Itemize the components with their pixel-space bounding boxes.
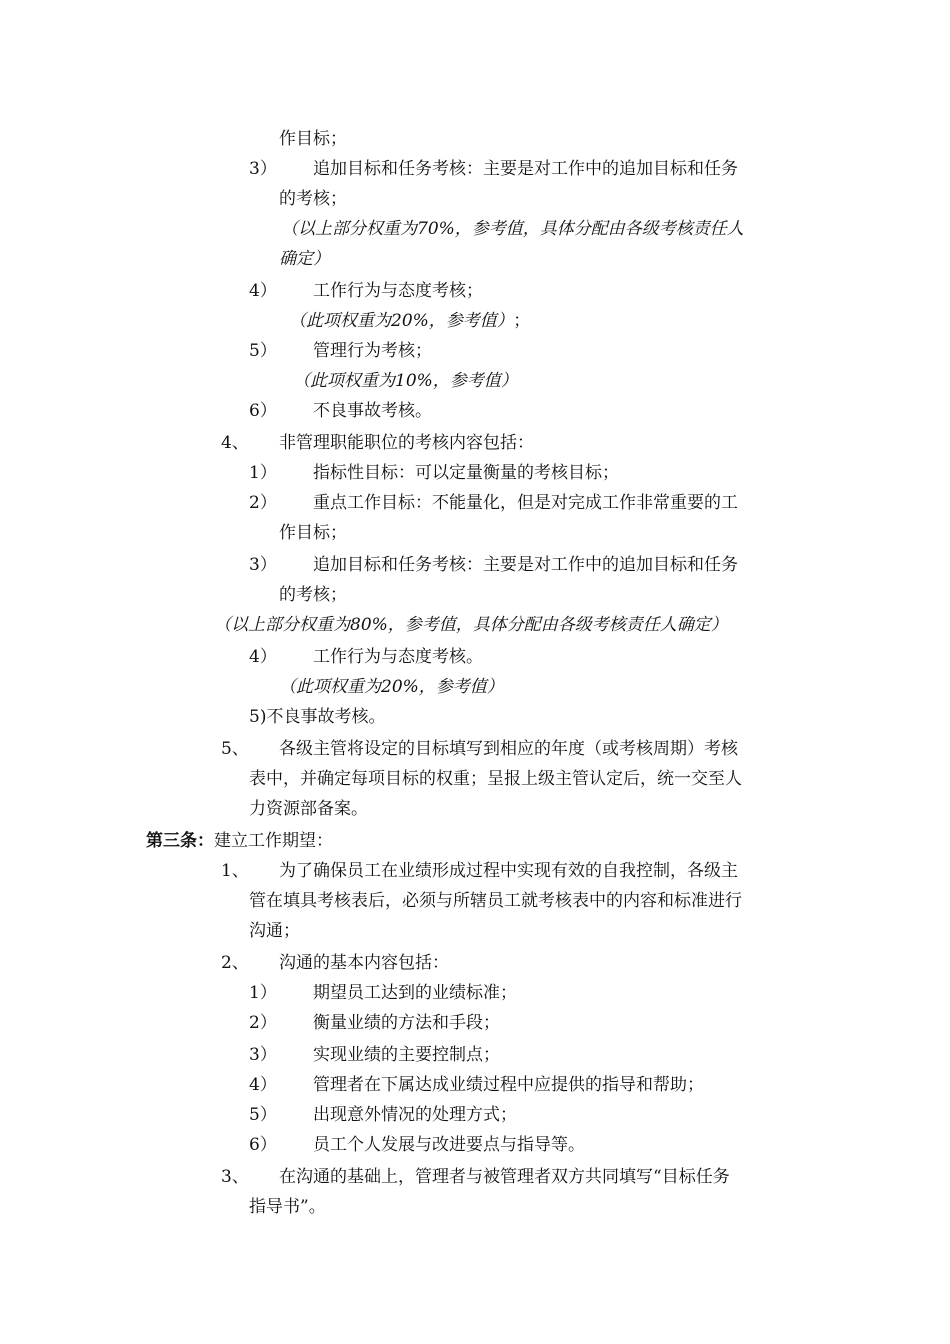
text-line: 作目标； xyxy=(279,523,347,543)
weight-note: （此项权重为20%，参考值） xyxy=(279,677,504,697)
section-item xyxy=(221,734,738,764)
list-item-text: 非管理职能职位的考核内容包括： xyxy=(279,433,534,453)
text-line: 管在填具考核表后，必须与所辖员工就考核表中的内容和标准进行 xyxy=(249,891,742,911)
list-item xyxy=(249,396,432,426)
list-number: 2） xyxy=(249,1013,277,1033)
list-number: 5、 xyxy=(221,739,249,759)
section-item xyxy=(221,856,738,886)
list-item xyxy=(249,1040,500,1070)
weight-note: （以上部分权重为70%，参考值，具体分配由各级考核责任人 xyxy=(281,219,744,239)
list-item-text: 期望员工达到的业绩标准； xyxy=(313,983,517,1003)
list-item xyxy=(249,154,738,184)
text-line: 表中，并确定每项目标的权重；呈报上级主管认定后，统一交至人 xyxy=(249,769,742,789)
list-number: 5） xyxy=(249,1105,277,1125)
list-item-text: 实现业绩的主要控制点； xyxy=(313,1045,500,1065)
weight-note: 确定） xyxy=(279,249,330,269)
list-number: 5） xyxy=(249,341,277,361)
list-number: 4、 xyxy=(221,433,249,453)
list-number: 2） xyxy=(249,493,277,513)
list-item xyxy=(249,978,517,1008)
section-item xyxy=(221,1162,730,1192)
list-item xyxy=(249,276,483,306)
list-number: 1） xyxy=(249,983,277,1003)
text-line: 沟通； xyxy=(249,921,300,941)
text-line: 的考核； xyxy=(279,189,347,209)
list-item xyxy=(249,488,738,518)
list-number: 3） xyxy=(249,1045,277,1065)
list-item-text: 出现意外情况的处理方式； xyxy=(313,1105,517,1125)
text-line: 5)不良事故考核。 xyxy=(249,707,386,727)
list-item-text: 不良事故考核。 xyxy=(313,401,432,421)
list-item xyxy=(249,1100,517,1130)
list-number: 1、 xyxy=(221,861,249,881)
list-number: 6） xyxy=(249,1135,277,1155)
weight-note: （此项权重为10%，参考值） xyxy=(293,371,518,391)
list-number: 3） xyxy=(249,555,277,575)
list-item xyxy=(249,1130,585,1160)
list-item-text: 管理行为考核； xyxy=(313,341,432,361)
list-number: 3） xyxy=(249,159,277,179)
article-label: 第三条： xyxy=(146,831,214,851)
list-item-text: 追加目标和任务考核：主要是对工作中的追加目标和任务 xyxy=(313,555,738,575)
list-number: 1） xyxy=(249,463,277,483)
text-line: 作目标； xyxy=(279,129,347,149)
article-heading xyxy=(146,826,333,856)
weight-note: （以上部分权重为80%，参考值，具体分配由各级考核责任人确定） xyxy=(214,615,728,635)
list-item-text: 沟通的基本内容包括： xyxy=(279,953,449,973)
list-item-text: 重点工作目标：不能量化，但是对完成工作非常重要的工 xyxy=(313,493,738,513)
list-item xyxy=(249,1008,500,1038)
list-item-text: 工作行为与态度考核。 xyxy=(313,647,483,667)
weight-note-text: （此项权重为20%，参考值） xyxy=(289,311,506,331)
list-item-text: 追加目标和任务考核：主要是对工作中的追加目标和任务 xyxy=(313,159,738,179)
list-item-text: 工作行为与态度考核； xyxy=(313,281,483,301)
text-line: 的考核； xyxy=(279,585,347,605)
list-number: 4） xyxy=(249,281,277,301)
list-item xyxy=(249,458,619,488)
text-line: 指导书”。 xyxy=(249,1197,326,1217)
text-line: 力资源部备案。 xyxy=(249,799,368,819)
list-item-text: 衡量业绩的方法和手段； xyxy=(313,1013,500,1033)
list-number: 3、 xyxy=(221,1167,249,1187)
list-item xyxy=(249,1070,704,1100)
list-item xyxy=(249,550,738,580)
list-item-text: 各级主管将设定的目标填写到相应的年度（或考核周期）考核 xyxy=(279,739,738,759)
section-item xyxy=(221,428,534,458)
weight-note-tail: ； xyxy=(513,311,531,331)
weight-note xyxy=(289,306,530,336)
list-item xyxy=(249,336,432,366)
list-item-text: 指标性目标：可以定量衡量的考核目标； xyxy=(313,463,619,483)
list-item-text: 为了确保员工在业绩形成过程中实现有效的自我控制，各级主 xyxy=(279,861,738,881)
list-item-text: 在沟通的基础上，管理者与被管理者双方共同填写“目标任务 xyxy=(279,1167,730,1187)
list-number: 6） xyxy=(249,401,277,421)
list-item xyxy=(249,642,483,672)
list-item-text: 管理者在下属达成业绩过程中应提供的指导和帮助； xyxy=(313,1075,704,1095)
list-item-text: 员工个人发展与改进要点与指导等。 xyxy=(313,1135,585,1155)
list-number: 2、 xyxy=(221,953,249,973)
section-item xyxy=(221,948,449,978)
list-number: 4） xyxy=(249,1075,277,1095)
article-title: 建立工作期望： xyxy=(214,831,333,851)
list-number: 4） xyxy=(249,647,277,667)
